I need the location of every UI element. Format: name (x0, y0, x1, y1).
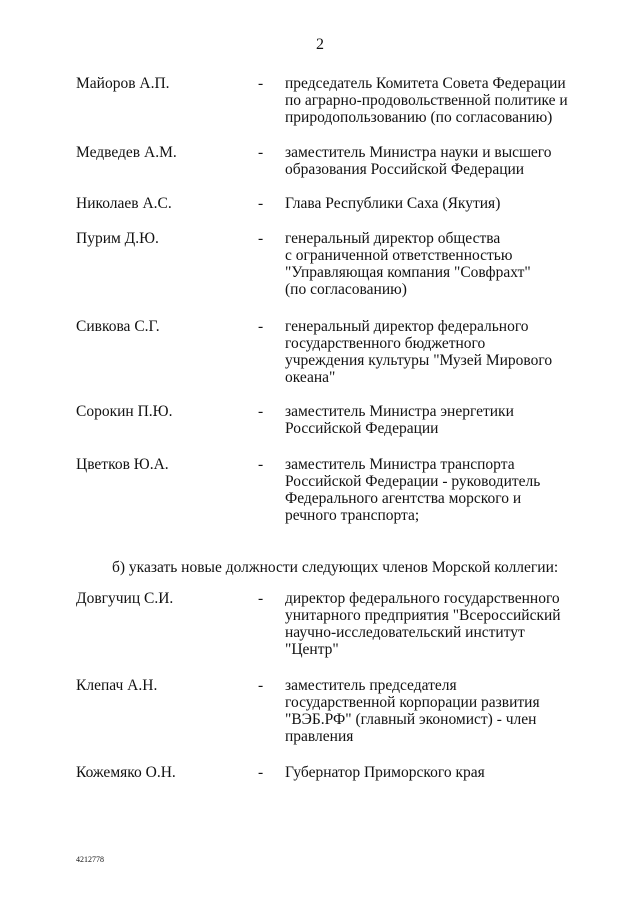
member-position (285, 677, 585, 745)
position-line: Федерального агентства морского и (285, 490, 522, 507)
member-position (285, 456, 585, 524)
position-line: океана" (285, 369, 336, 386)
position-line: государственного бюджетного (285, 335, 486, 352)
entry-dash: - (258, 195, 264, 212)
member-name: Пурим Д.Ю. (76, 230, 159, 247)
position-line: "ВЭБ.РФ" (главный экономист) - член (285, 711, 537, 728)
entry-dash: - (258, 75, 264, 92)
entry-dash: - (258, 677, 264, 694)
section-b-intro: б) указать новые должности следующих членов Морской коллегии: (112, 559, 559, 576)
entry-dash: - (258, 764, 264, 781)
member-position (285, 318, 585, 386)
member-name: Цветков Ю.А. (76, 456, 169, 473)
position-line: Российской Федерации (285, 420, 439, 437)
member-position (285, 230, 585, 298)
position-line: с ограниченной ответственностью (285, 247, 513, 264)
member-position (285, 144, 585, 178)
member-position (285, 764, 585, 781)
member-name: Сорокин П.Ю. (76, 403, 173, 420)
position-line: "Центр" (285, 641, 339, 658)
position-line: заместитель Министра энергетики (285, 403, 514, 420)
member-name: Кожемяко О.Н. (76, 764, 176, 781)
position-line: заместитель Министра транспорта (285, 456, 515, 473)
document-code: 4212778 (76, 855, 104, 864)
position-line: правления (285, 728, 354, 745)
position-line: "Управляющая компания "Совфрахт" (285, 264, 531, 281)
entry-dash: - (258, 318, 264, 335)
position-line: природопользованию (по согласованию) (285, 109, 553, 126)
page-number: 2 (316, 36, 324, 53)
position-line: образования Российской Федерации (285, 161, 525, 178)
position-line: учреждения культуры "Музей Мирового (285, 352, 553, 369)
position-line: генеральный директор общества (285, 230, 501, 247)
member-name: Сивкова С.Г. (76, 318, 160, 335)
entry-dash: - (258, 456, 264, 473)
position-line: по аграрно-продовольственной политике и (285, 92, 568, 109)
position-line: заместитель председателя (285, 677, 457, 694)
member-name: Николаев А.С. (76, 195, 172, 212)
position-line: (по согласованию) (285, 281, 407, 298)
position-line: Глава Республики Саха (Якутия) (285, 195, 501, 212)
position-line: Губернатор Приморского края (285, 764, 485, 781)
member-position (285, 75, 585, 126)
position-line: заместитель Министра науки и высшего (285, 144, 552, 161)
position-line: научно-исследовательский институт (285, 624, 525, 641)
entry-dash: - (258, 403, 264, 420)
member-position (285, 195, 585, 212)
member-name: Медведев А.М. (76, 144, 177, 161)
position-line: государственной корпорации развития (285, 694, 540, 711)
member-name: Довгучиц С.И. (76, 590, 174, 607)
entry-dash: - (258, 144, 264, 161)
position-line: директор федерального государственного (285, 590, 560, 607)
entry-dash: - (258, 590, 264, 607)
member-position (285, 403, 585, 437)
member-position (285, 590, 585, 658)
position-line: Российской Федерации - руководитель (285, 473, 541, 490)
member-name: Клепач А.Н. (76, 677, 158, 694)
position-line: председатель Комитета Совета Федерации (285, 75, 566, 92)
position-line: унитарного предприятия "Всероссийский (285, 607, 561, 624)
entry-dash: - (258, 230, 264, 247)
member-name: Майоров А.П. (76, 75, 170, 92)
position-line: речного транспорта; (285, 507, 420, 524)
position-line: генеральный директор федерального (285, 318, 529, 335)
